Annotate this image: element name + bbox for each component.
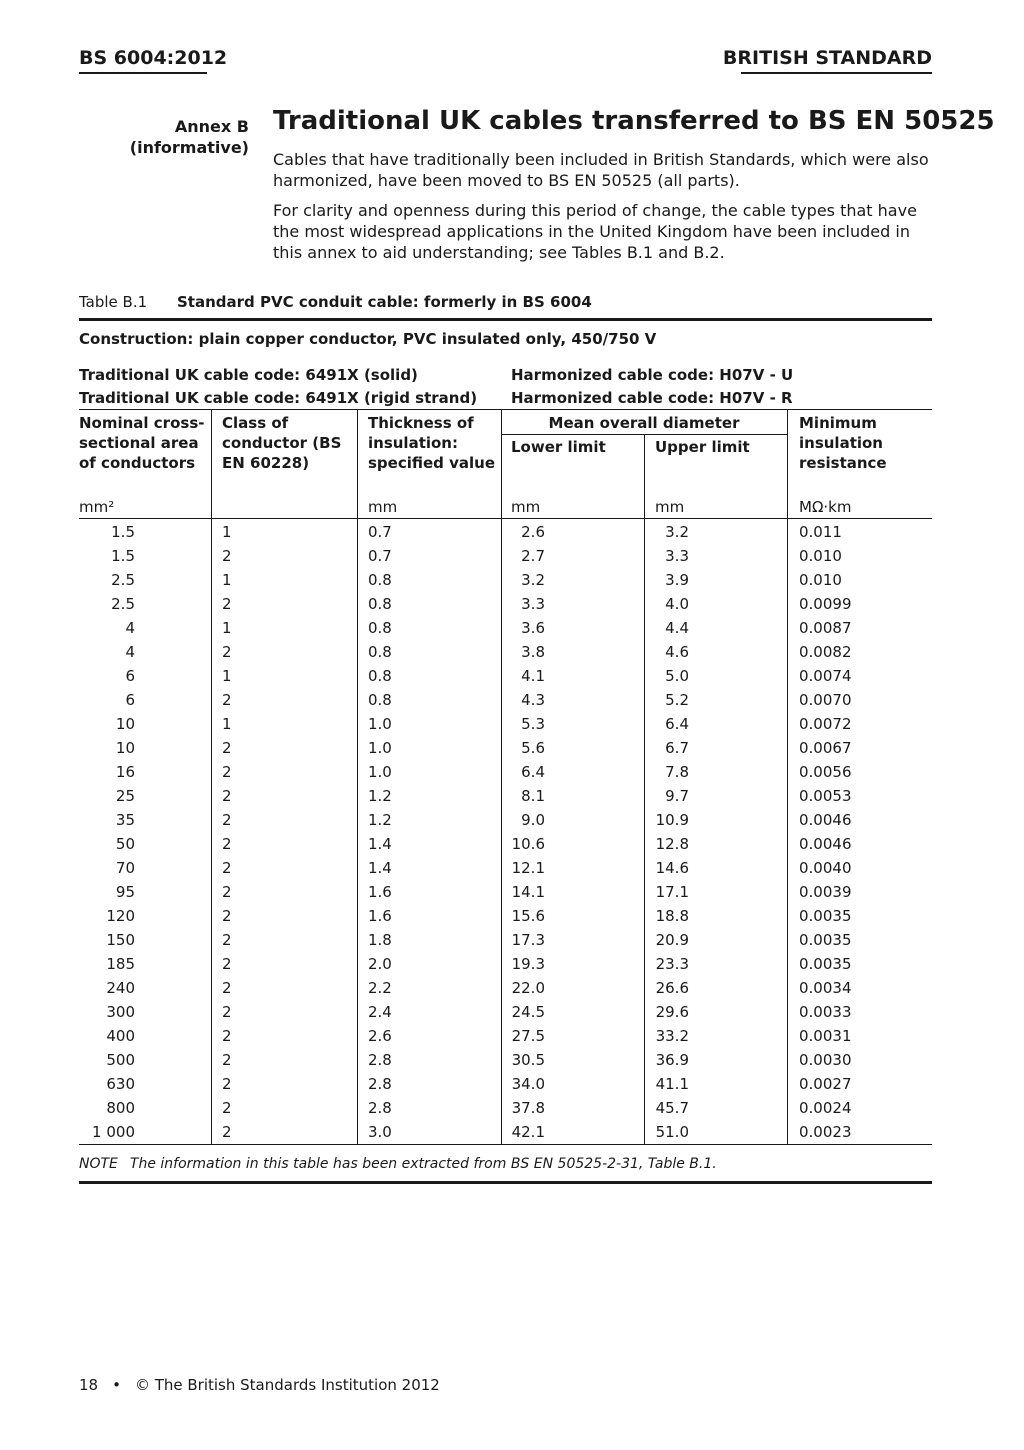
cell-thickness: 1.2 [368, 787, 392, 805]
table-row [0, 928, 1024, 952]
cell-conductor-class: 2 [222, 883, 232, 901]
cell-upper-limit: 6.7 [665, 739, 689, 757]
cell-nominal-area: 1.5 [111, 547, 135, 565]
cell-thickness: 1.4 [368, 835, 392, 853]
table-row [0, 1096, 1024, 1120]
cell-upper-limit: 4.4 [665, 619, 689, 637]
table-row [0, 880, 1024, 904]
cell-upper-limit: 3.3 [665, 547, 689, 565]
paragraph-1: Cables that have traditionally been included in British Standards, which were also harmonized, have been moved to BS EN 50525 (all parts). [273, 150, 929, 190]
cell-conductor-class: 2 [222, 1003, 232, 1021]
cell-lower-limit: 22.0 [511, 979, 545, 997]
unit-resistance: MΩ·km [799, 498, 852, 516]
cell-conductor-class: 1 [222, 523, 232, 541]
cell-conductor-class: 1 [222, 571, 232, 589]
cell-upper-limit: 45.7 [655, 1099, 689, 1117]
cell-nominal-area: 16 [115, 763, 135, 781]
table-row [0, 520, 1024, 544]
table-row [0, 952, 1024, 976]
header-bottom-rule [79, 518, 932, 519]
cell-lower-limit: 3.2 [521, 571, 545, 589]
cell-upper-limit: 3.9 [665, 571, 689, 589]
table-row [0, 1024, 1024, 1048]
header-lower-limit: Lower limit [511, 438, 606, 456]
cell-resistance: 0.0033 [799, 1003, 852, 1021]
cell-nominal-area: 6 [125, 691, 135, 709]
uk-code-rigid: Traditional UK cable code: 6491X (rigid strand) [79, 389, 478, 407]
cell-conductor-class: 2 [222, 1075, 232, 1093]
cell-resistance: 0.0087 [799, 619, 852, 637]
cell-resistance: 0.0046 [799, 811, 852, 829]
cell-lower-limit: 10.6 [511, 835, 545, 853]
cell-lower-limit: 24.5 [511, 1003, 545, 1021]
table-number: Table B.1 [79, 293, 148, 311]
cell-conductor-class: 2 [222, 1099, 232, 1117]
cell-resistance: 0.0034 [799, 979, 852, 997]
cell-thickness: 0.7 [368, 523, 392, 541]
cell-upper-limit: 41.1 [655, 1075, 689, 1093]
cell-upper-limit: 36.9 [655, 1051, 689, 1069]
cell-upper-limit: 26.6 [655, 979, 689, 997]
cell-conductor-class: 2 [222, 1027, 232, 1045]
cell-nominal-area: 2.5 [111, 571, 135, 589]
cell-resistance: 0.0030 [799, 1051, 852, 1069]
annex-title: Traditional UK cables transferred to BS EN 50525 [273, 106, 995, 136]
cell-conductor-class: 2 [222, 979, 232, 997]
cell-thickness: 1.8 [368, 931, 392, 949]
cell-thickness: 2.6 [368, 1027, 392, 1045]
cell-conductor-class: 1 [222, 619, 232, 637]
cell-resistance: 0.0035 [799, 907, 852, 925]
cell-lower-limit: 30.5 [511, 1051, 545, 1069]
table-row [0, 688, 1024, 712]
cell-resistance: 0.011 [799, 523, 842, 541]
unit-lower: mm [511, 498, 541, 516]
header-rule-left [79, 72, 207, 74]
cell-lower-limit: 12.1 [511, 859, 545, 877]
table-row [0, 832, 1024, 856]
cell-nominal-area: 300 [106, 1003, 135, 1021]
cell-thickness: 2.8 [368, 1099, 392, 1117]
cell-conductor-class: 2 [222, 739, 232, 757]
table-row [0, 544, 1024, 568]
cell-conductor-class: 2 [222, 1051, 232, 1069]
cell-lower-limit: 5.6 [521, 739, 545, 757]
table-row [0, 712, 1024, 736]
cell-nominal-area: 185 [106, 955, 135, 973]
cell-resistance: 0.0035 [799, 955, 852, 973]
cell-thickness: 1.0 [368, 739, 392, 757]
annex-type: (informative) [129, 138, 249, 157]
table-row [0, 904, 1024, 928]
table-note [79, 1156, 717, 1172]
table-row [0, 760, 1024, 784]
cell-nominal-area: 4 [125, 643, 135, 661]
cell-upper-limit: 20.9 [655, 931, 689, 949]
cell-upper-limit: 17.1 [655, 883, 689, 901]
table-row [0, 808, 1024, 832]
cell-nominal-area: 240 [106, 979, 135, 997]
cell-upper-limit: 12.8 [655, 835, 689, 853]
cell-conductor-class: 2 [222, 643, 232, 661]
cell-resistance: 0.0074 [799, 667, 852, 685]
cell-thickness: 0.8 [368, 667, 392, 685]
table-row [0, 1048, 1024, 1072]
cell-nominal-area: 2.5 [111, 595, 135, 613]
cell-lower-limit: 37.8 [511, 1099, 545, 1117]
table-row [0, 568, 1024, 592]
unit-thickness: mm [368, 498, 398, 516]
cell-nominal-area: 1 000 [92, 1123, 135, 1141]
cell-upper-limit: 5.0 [665, 667, 689, 685]
page-footer [79, 1376, 440, 1394]
harmonized-code-r: Harmonized cable code: H07V - R [511, 389, 793, 407]
cell-conductor-class: 2 [222, 955, 232, 973]
cell-nominal-area: 95 [115, 883, 135, 901]
cell-resistance: 0.0053 [799, 787, 852, 805]
cell-lower-limit: 9.0 [521, 811, 545, 829]
cell-conductor-class: 2 [222, 787, 232, 805]
cell-nominal-area: 25 [115, 787, 135, 805]
cell-resistance: 0.0027 [799, 1075, 852, 1093]
cell-resistance: 0.0056 [799, 763, 852, 781]
header-mean-diameter: Mean overall diameter [548, 414, 740, 432]
cell-resistance: 0.0039 [799, 883, 852, 901]
cell-nominal-area: 10 [115, 739, 135, 757]
uk-code-solid: Traditional UK cable code: 6491X (solid) [79, 366, 418, 384]
cell-upper-limit: 51.0 [655, 1123, 689, 1141]
cell-resistance: 0.0067 [799, 739, 852, 757]
cell-lower-limit: 2.7 [521, 547, 545, 565]
table-row [0, 784, 1024, 808]
table-title: Standard PVC conduit cable: formerly in BS 6004 [177, 293, 592, 311]
cell-thickness: 0.7 [368, 547, 392, 565]
uk-codes [79, 364, 477, 410]
cell-resistance: 0.010 [799, 547, 842, 565]
cell-nominal-area: 800 [106, 1099, 135, 1117]
header-top-rule [79, 409, 932, 410]
cell-nominal-area: 4 [125, 619, 135, 637]
header-conductor-class: Class of conductor (BS EN 60228) [222, 414, 342, 472]
table-row [0, 664, 1024, 688]
table-row [0, 616, 1024, 640]
cell-thickness: 0.8 [368, 643, 392, 661]
brand-title: BRITISH STANDARD [722, 47, 932, 69]
table-row [0, 976, 1024, 1000]
cell-upper-limit: 7.8 [665, 763, 689, 781]
cell-lower-limit: 2.6 [521, 523, 545, 541]
cell-lower-limit: 19.3 [511, 955, 545, 973]
cell-conductor-class: 1 [222, 667, 232, 685]
cell-resistance: 0.010 [799, 571, 842, 589]
cell-lower-limit: 8.1 [521, 787, 545, 805]
cell-upper-limit: 4.6 [665, 643, 689, 661]
table-row [0, 1072, 1024, 1096]
cell-lower-limit: 17.3 [511, 931, 545, 949]
cell-nominal-area: 150 [106, 931, 135, 949]
harmonized-code-u: Harmonized cable code: H07V - U [511, 366, 794, 384]
cell-conductor-class: 1 [222, 715, 232, 733]
paragraph-2: For clarity and openness during this period of change, the cable types that have the most widespread applications in the United Kingdom have been included in this annex to aid understanding; see Tables B.1 and B.2. [273, 201, 917, 262]
harmonized-codes [511, 364, 793, 410]
cell-lower-limit: 6.4 [521, 763, 545, 781]
cell-conductor-class: 2 [222, 907, 232, 925]
cell-lower-limit: 3.6 [521, 619, 545, 637]
cell-conductor-class: 2 [222, 1123, 232, 1141]
cell-conductor-class: 2 [222, 547, 232, 565]
cell-thickness: 2.8 [368, 1075, 392, 1093]
cell-conductor-class: 2 [222, 811, 232, 829]
cell-conductor-class: 2 [222, 859, 232, 877]
header-insulation-resistance: Minimum insulation resistance [799, 414, 887, 472]
table-bottom-rule [79, 1181, 932, 1184]
cell-resistance: 0.0082 [799, 643, 852, 661]
cell-lower-limit: 4.1 [521, 667, 545, 685]
cell-conductor-class: 2 [222, 931, 232, 949]
cell-upper-limit: 4.0 [665, 595, 689, 613]
cell-nominal-area: 400 [106, 1027, 135, 1045]
cell-thickness: 1.6 [368, 907, 392, 925]
cell-lower-limit: 42.1 [511, 1123, 545, 1141]
cell-thickness: 0.8 [368, 619, 392, 637]
cell-lower-limit: 3.8 [521, 643, 545, 661]
cell-upper-limit: 33.2 [655, 1027, 689, 1045]
cell-thickness: 0.8 [368, 691, 392, 709]
table-top-rule [79, 318, 932, 321]
cell-lower-limit: 34.0 [511, 1075, 545, 1093]
annex-label [79, 116, 249, 158]
cell-thickness: 1.6 [368, 883, 392, 901]
cell-thickness: 2.0 [368, 955, 392, 973]
cell-nominal-area: 50 [115, 835, 135, 853]
cell-resistance: 0.0040 [799, 859, 852, 877]
table-row [0, 856, 1024, 880]
cell-thickness: 0.8 [368, 595, 392, 613]
cell-nominal-area: 120 [106, 907, 135, 925]
cell-resistance: 0.0099 [799, 595, 852, 613]
cell-conductor-class: 2 [222, 691, 232, 709]
cell-upper-limit: 29.6 [655, 1003, 689, 1021]
cell-thickness: 3.0 [368, 1123, 392, 1141]
cell-upper-limit: 14.6 [655, 859, 689, 877]
cell-resistance: 0.0023 [799, 1123, 852, 1141]
cell-thickness: 2.2 [368, 979, 392, 997]
cell-upper-limit: 3.2 [665, 523, 689, 541]
header-upper-limit: Upper limit [655, 438, 750, 456]
table-row [0, 1000, 1024, 1024]
cell-nominal-area: 500 [106, 1051, 135, 1069]
table-row [0, 1120, 1024, 1144]
annex-number: Annex B [174, 117, 249, 136]
note-label: NOTE [79, 1156, 118, 1172]
table-body-bottom-rule [79, 1144, 932, 1145]
cell-conductor-class: 2 [222, 595, 232, 613]
document-id: BS 6004:2012 [79, 47, 228, 69]
construction-line: Construction: plain copper conductor, PVC insulated only, 450/750 V [79, 330, 657, 348]
table-row [0, 640, 1024, 664]
cell-lower-limit: 27.5 [511, 1027, 545, 1045]
cell-lower-limit: 14.1 [511, 883, 545, 901]
cell-upper-limit: 10.9 [655, 811, 689, 829]
cell-upper-limit: 6.4 [665, 715, 689, 733]
header-insulation-thickness: Thickness of insulation: specified value [368, 414, 496, 472]
cell-thickness: 2.8 [368, 1051, 392, 1069]
footer-bullet: • [112, 1376, 121, 1394]
cell-thickness: 1.4 [368, 859, 392, 877]
cell-resistance: 0.0046 [799, 835, 852, 853]
cell-conductor-class: 2 [222, 835, 232, 853]
cell-resistance: 0.0035 [799, 931, 852, 949]
cell-upper-limit: 18.8 [655, 907, 689, 925]
unit-nominal: mm² [79, 498, 115, 516]
cell-lower-limit: 3.3 [521, 595, 545, 613]
cell-upper-limit: 9.7 [665, 787, 689, 805]
cell-lower-limit: 15.6 [511, 907, 545, 925]
page-number: 18 [79, 1376, 99, 1394]
cell-resistance: 0.0072 [799, 715, 852, 733]
cell-nominal-area: 6 [125, 667, 135, 685]
cell-nominal-area: 70 [115, 859, 135, 877]
unit-upper: mm [655, 498, 685, 516]
cell-resistance: 0.0031 [799, 1027, 852, 1045]
cell-thickness: 1.2 [368, 811, 392, 829]
cell-nominal-area: 1.5 [111, 523, 135, 541]
cell-thickness: 1.0 [368, 763, 392, 781]
table-row [0, 592, 1024, 616]
header-nominal-area: Nominal cross-sectional area of conductors [79, 414, 205, 472]
cell-nominal-area: 35 [115, 811, 135, 829]
table-row [0, 736, 1024, 760]
header-rule-right [741, 72, 932, 74]
cell-nominal-area: 630 [106, 1075, 135, 1093]
cell-thickness: 2.4 [368, 1003, 392, 1021]
cell-nominal-area: 10 [115, 715, 135, 733]
cell-upper-limit: 5.2 [665, 691, 689, 709]
cell-thickness: 1.0 [368, 715, 392, 733]
cell-lower-limit: 4.3 [521, 691, 545, 709]
cell-lower-limit: 5.3 [521, 715, 545, 733]
cell-thickness: 0.8 [368, 571, 392, 589]
cell-resistance: 0.0024 [799, 1099, 852, 1117]
note-text: The information in this table has been extracted from BS EN 50525-2-31, Table B.1. [129, 1156, 717, 1172]
copyright: © The British Standards Institution 2012 [134, 1376, 440, 1394]
table-caption [79, 293, 592, 311]
cell-resistance: 0.0070 [799, 691, 852, 709]
cell-upper-limit: 23.3 [655, 955, 689, 973]
mean-diameter-subrule [501, 434, 787, 435]
cell-conductor-class: 2 [222, 763, 232, 781]
